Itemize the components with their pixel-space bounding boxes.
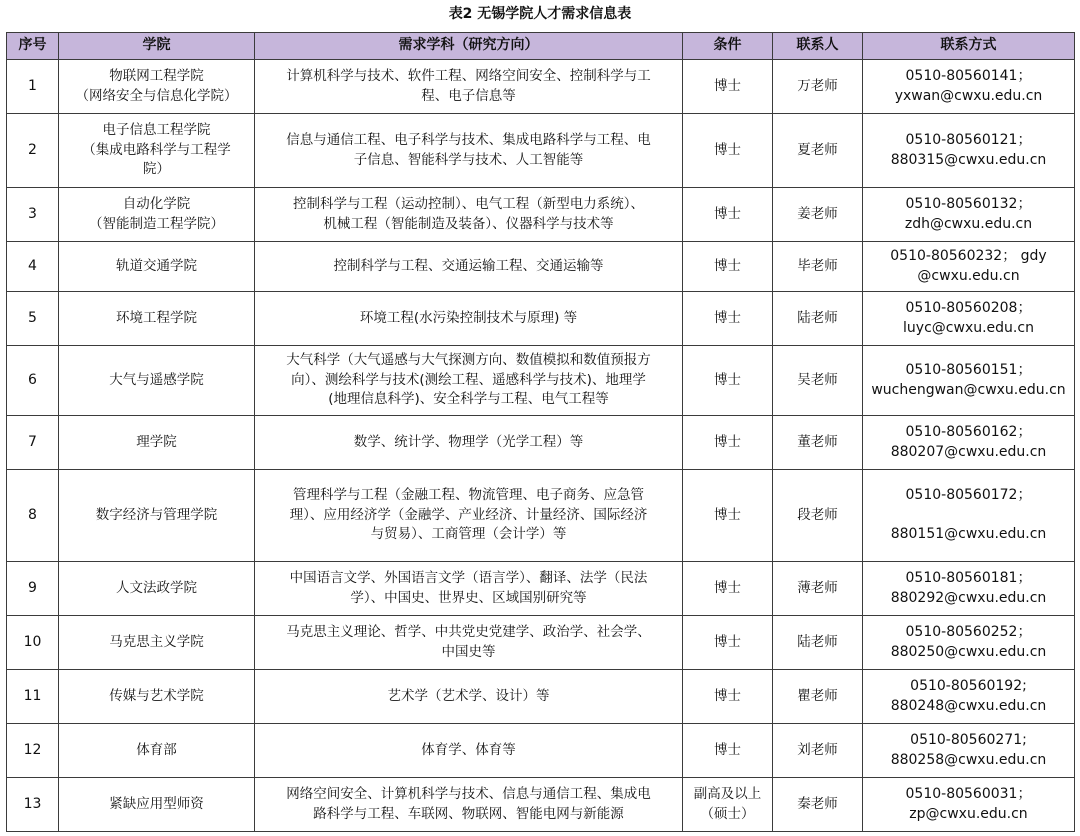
cell-contact-line: 刘老师 xyxy=(797,741,838,758)
cell-college xyxy=(59,416,255,470)
cell-disciplines-line: 数学、统计学、物理学（光学工程）等 xyxy=(353,433,584,450)
cell-requirement-line: 博士 xyxy=(714,579,741,596)
table-row xyxy=(7,616,1075,670)
cell-requirement-line: 博士 xyxy=(714,506,741,523)
cell-contact xyxy=(773,60,863,114)
cell-method-line: 0510-80560162； xyxy=(905,424,1032,440)
cell-requirement-line: 博士 xyxy=(714,433,741,450)
cell-method-line: 880250@cwxu.edu.cn xyxy=(890,643,1047,660)
cell-college-line: 轨道交通学院 xyxy=(116,257,197,274)
cell-college xyxy=(59,562,255,616)
cell-method-line: 0510-80560172； xyxy=(905,487,1032,504)
cell-method xyxy=(863,616,1075,670)
cell-index-line: 12 xyxy=(23,741,42,758)
cell-college-line: 理学院 xyxy=(136,433,177,450)
table-row xyxy=(7,242,1075,292)
cell-requirement xyxy=(683,292,773,346)
cell-contact-line: 段老师 xyxy=(797,506,838,523)
cell-requirement-line: 博士 xyxy=(714,77,741,94)
cell-method xyxy=(863,724,1075,778)
table-row xyxy=(7,670,1075,724)
cell-index xyxy=(7,242,59,292)
cell-method-line: 0510-80560031； xyxy=(905,786,1032,802)
cell-method-line: luyc@cwxu.edu.cn xyxy=(903,319,1034,336)
cell-disciplines-line: 中国史等 xyxy=(441,643,496,660)
cell-requirement xyxy=(683,346,773,416)
cell-disciplines-line: 网络空间安全、计算机科学与技术、信息与通信工程、集成电 xyxy=(286,786,651,802)
cell-college-line: 电子信息工程学院 xyxy=(102,122,211,139)
table-row xyxy=(7,778,1075,832)
cell-method-line xyxy=(869,506,1068,526)
cell-method-line: 0510-80560181； xyxy=(905,570,1032,586)
cell-disciplines xyxy=(255,292,683,346)
cell-index xyxy=(7,114,59,188)
cell-requirement xyxy=(683,188,773,242)
cell-method-line: 880258@cwxu.edu.cn xyxy=(890,751,1047,768)
cell-method xyxy=(863,242,1075,292)
cell-index xyxy=(7,724,59,778)
cell-contact xyxy=(773,242,863,292)
cell-requirement xyxy=(683,416,773,470)
cell-college-line: （网络安全与信息化学院） xyxy=(75,87,238,104)
cell-requirement xyxy=(683,60,773,114)
cell-index-line: 11 xyxy=(23,687,42,704)
cell-disciplines xyxy=(255,346,683,416)
cell-method-line: 0510-80560121； xyxy=(905,132,1032,148)
cell-disciplines xyxy=(255,616,683,670)
header-method: 联系方式 xyxy=(863,33,1075,60)
cell-index-line: 9 xyxy=(28,579,37,596)
cell-disciplines-line: 计算机科学与技术、软件工程、网络空间安全、控制科学与工 xyxy=(286,68,651,84)
cell-index xyxy=(7,292,59,346)
cell-disciplines-line: 管理科学与工程（金融工程、物流管理、电子商务、应急管 xyxy=(293,487,644,504)
cell-college-line: 马克思主义学院 xyxy=(109,633,204,650)
cell-method-line: wuchengwan@cwxu.edu.cn xyxy=(871,381,1066,398)
cell-method-line: 0510-80560271; xyxy=(910,732,1027,748)
cell-method-line: @cwxu.edu.cn xyxy=(917,267,1020,284)
talent-demand-table xyxy=(6,32,1075,832)
cell-index xyxy=(7,188,59,242)
cell-contact xyxy=(773,346,863,416)
cell-index-line: 13 xyxy=(23,795,42,812)
cell-index-line: 8 xyxy=(28,506,37,523)
cell-method xyxy=(863,416,1075,470)
cell-college-line: 体育部 xyxy=(136,741,177,758)
cell-contact xyxy=(773,724,863,778)
cell-contact-line: 万老师 xyxy=(797,77,838,94)
cell-requirement-line: （硕士） xyxy=(700,805,755,822)
cell-contact xyxy=(773,470,863,562)
cell-index xyxy=(7,562,59,616)
cell-method xyxy=(863,188,1075,242)
cell-disciplines-line: 控制科学与工程（运动控制）、电气工程（新型电力系统）、 xyxy=(293,196,644,212)
cell-requirement-line: 博士 xyxy=(714,741,741,758)
cell-method-line: 0510-80560232； gdy xyxy=(890,248,1047,264)
cell-requirement-line: 博士 xyxy=(714,309,741,326)
table-row xyxy=(7,346,1075,416)
cell-disciplines-line: 理）、应用经济学（金融学、产业经济、计量经济、国际经济 xyxy=(289,506,648,523)
cell-index-line: 2 xyxy=(28,141,37,158)
cell-index-line: 10 xyxy=(23,633,42,650)
cell-contact-line: 薄老师 xyxy=(797,579,838,596)
cell-method-line: 880207@cwxu.edu.cn xyxy=(890,443,1047,460)
cell-index xyxy=(7,60,59,114)
cell-disciplines-line: 艺术学（艺术学、设计）等 xyxy=(387,687,550,704)
cell-college-line: 物联网工程学院 xyxy=(109,68,204,84)
cell-college xyxy=(59,616,255,670)
cell-contact-line: 陆老师 xyxy=(797,309,838,326)
table-row xyxy=(7,470,1075,562)
cell-requirement-line: 博士 xyxy=(714,257,741,274)
cell-contact-line: 吴老师 xyxy=(797,371,838,388)
cell-college-line: 数字经济与管理学院 xyxy=(95,506,218,523)
cell-index-line: 1 xyxy=(28,77,37,94)
cell-disciplines-line: 子信息、智能科学与技术、人工智能等 xyxy=(353,151,584,168)
cell-method-line: 880315@cwxu.edu.cn xyxy=(890,151,1047,168)
table-row xyxy=(7,292,1075,346)
cell-contact xyxy=(773,616,863,670)
cell-requirement xyxy=(683,470,773,562)
cell-requirement-line: 副高及以上 xyxy=(693,786,762,802)
cell-contact-line: 夏老师 xyxy=(797,141,838,158)
cell-requirement-line: 博士 xyxy=(714,633,741,650)
cell-disciplines-line: 环境工程(水污染控制技术与原理) 等 xyxy=(359,309,578,326)
cell-index-line: 3 xyxy=(28,205,37,222)
cell-method-line: 880292@cwxu.edu.cn xyxy=(890,589,1047,606)
table-row xyxy=(7,60,1075,114)
cell-college-line: 传媒与艺术学院 xyxy=(109,687,204,704)
cell-method-line: 0510-80560252； xyxy=(905,624,1032,640)
cell-contact xyxy=(773,670,863,724)
table-row xyxy=(7,562,1075,616)
cell-contact-line: 姜老师 xyxy=(797,205,838,222)
cell-method-line: yxwan@cwxu.edu.cn xyxy=(894,87,1043,104)
cell-college xyxy=(59,670,255,724)
header-contact: 联系人 xyxy=(773,33,863,60)
cell-requirement xyxy=(683,242,773,292)
cell-requirement xyxy=(683,616,773,670)
cell-disciplines-line: 机械工程（智能制造及装备）、仪器科学与技术等 xyxy=(323,215,614,232)
cell-method-line: 880248@cwxu.edu.cn xyxy=(890,697,1047,714)
cell-disciplines xyxy=(255,670,683,724)
cell-disciplines-line: 中国语言文学、外国语言文学（语言学）、翻译、法学（民法 xyxy=(289,570,648,586)
cell-contact-line: 瞿老师 xyxy=(797,687,838,704)
cell-index xyxy=(7,416,59,470)
cell-index-line: 7 xyxy=(28,433,37,450)
cell-index xyxy=(7,346,59,416)
cell-index xyxy=(7,470,59,562)
cell-college xyxy=(59,724,255,778)
cell-college xyxy=(59,242,255,292)
cell-college xyxy=(59,60,255,114)
cell-requirement xyxy=(683,114,773,188)
cell-college-line: 环境工程学院 xyxy=(116,309,197,326)
cell-college xyxy=(59,778,255,832)
cell-disciplines xyxy=(255,778,683,832)
cell-index-line: 4 xyxy=(28,257,37,274)
cell-requirement-line: 博士 xyxy=(714,141,741,158)
table-title: 表2 无锡学院人才需求信息表 xyxy=(448,6,632,22)
header-row xyxy=(7,33,1075,60)
cell-disciplines-line: 马克思主义理论、哲学、中共党史党建学、政治学、社会学、 xyxy=(286,624,651,640)
cell-method-line: 0510-80560132； xyxy=(905,196,1032,212)
cell-disciplines xyxy=(255,724,683,778)
cell-contact xyxy=(773,778,863,832)
header-college: 学院 xyxy=(59,33,255,60)
cell-contact-line: 毕老师 xyxy=(797,257,838,274)
cell-contact xyxy=(773,114,863,188)
cell-method-line: 0510-80560208； xyxy=(905,300,1032,316)
cell-index-line: 5 xyxy=(28,309,37,326)
cell-method-line: zp@cwxu.edu.cn xyxy=(909,805,1028,822)
cell-college-line: 院） xyxy=(143,161,170,178)
cell-disciplines xyxy=(255,562,683,616)
cell-index xyxy=(7,670,59,724)
header-index: 序号 xyxy=(7,33,59,60)
cell-disciplines xyxy=(255,416,683,470)
cell-contact-line: 秦老师 xyxy=(797,795,838,812)
cell-index xyxy=(7,616,59,670)
cell-disciplines-line: 路科学与工程、车联网、物联网、智能电网与新能源 xyxy=(313,805,624,822)
cell-disciplines-line: 向）、测绘科学与技术(测绘工程、遥感科学与技术)、地理学 xyxy=(291,371,646,388)
cell-disciplines-line: 信息与通信工程、电子科学与技术、集成电路科学与工程、电 xyxy=(286,132,651,148)
cell-method xyxy=(863,470,1075,562)
cell-college xyxy=(59,470,255,562)
cell-method xyxy=(863,114,1075,188)
cell-contact xyxy=(773,416,863,470)
cell-method xyxy=(863,670,1075,724)
table-row xyxy=(7,114,1075,188)
cell-index xyxy=(7,778,59,832)
cell-disciplines-line: (地理信息科学)、安全科学与工程、电气工程等 xyxy=(328,391,609,408)
cell-requirement xyxy=(683,778,773,832)
cell-contact-line: 董老师 xyxy=(797,433,838,450)
cell-requirement xyxy=(683,670,773,724)
cell-college-line: 自动化学院 xyxy=(122,196,191,212)
table-row xyxy=(7,724,1075,778)
cell-contact xyxy=(773,188,863,242)
cell-disciplines xyxy=(255,242,683,292)
cell-requirement xyxy=(683,724,773,778)
cell-method-line: zdh@cwxu.edu.cn xyxy=(904,215,1033,232)
cell-disciplines-line: 大气科学（大气遥感与大气探测方向、数值模拟和数值预报方 xyxy=(286,352,651,369)
table-row xyxy=(7,188,1075,242)
cell-disciplines-line: 控制科学与工程、交通运输工程、交通运输等 xyxy=(333,257,604,274)
cell-college-line: 紧缺应用型师资 xyxy=(109,795,204,812)
cell-contact xyxy=(773,292,863,346)
header-disciplines: 需求学科（研究方向） xyxy=(255,33,683,60)
cell-disciplines-line: 体育学、体育等 xyxy=(421,741,516,758)
cell-method-line: 880151@cwxu.edu.cn xyxy=(890,526,1047,543)
cell-college-line: 人文法政学院 xyxy=(116,579,197,596)
header-requirement: 条件 xyxy=(683,33,773,60)
cell-disciplines xyxy=(255,60,683,114)
cell-college-line: 大气与遥感学院 xyxy=(109,371,204,388)
cell-requirement xyxy=(683,562,773,616)
cell-disciplines xyxy=(255,114,683,188)
cell-requirement-line: 博士 xyxy=(714,205,741,222)
cell-disciplines xyxy=(255,470,683,562)
cell-college xyxy=(59,188,255,242)
cell-method-line: 0510-80560192; xyxy=(910,678,1027,694)
cell-method-line: 0510-80560151； xyxy=(905,362,1032,378)
cell-college xyxy=(59,292,255,346)
cell-method-line: 0510-80560141； xyxy=(905,68,1032,84)
cell-disciplines-line: 与贸易）、工商管理（会计学）等 xyxy=(370,526,567,543)
cell-college-line: （集成电路科学与工程学 xyxy=(82,141,231,158)
cell-disciplines xyxy=(255,188,683,242)
cell-method xyxy=(863,778,1075,832)
cell-requirement-line: 博士 xyxy=(714,687,741,704)
cell-college xyxy=(59,346,255,416)
cell-requirement-line: 博士 xyxy=(714,371,741,388)
cell-contact-line: 陆老师 xyxy=(797,633,838,650)
cell-method xyxy=(863,346,1075,416)
cell-index-line: 6 xyxy=(28,371,37,388)
table-row xyxy=(7,416,1075,470)
cell-method xyxy=(863,292,1075,346)
cell-college-line: （智能制造工程学院） xyxy=(89,215,224,232)
cell-disciplines-line: 程、电子信息等 xyxy=(421,87,516,104)
cell-contact xyxy=(773,562,863,616)
cell-disciplines-line: 学）、中国史、世界史、区域国别研究等 xyxy=(350,589,587,606)
cell-method xyxy=(863,60,1075,114)
cell-college xyxy=(59,114,255,188)
cell-method xyxy=(863,562,1075,616)
